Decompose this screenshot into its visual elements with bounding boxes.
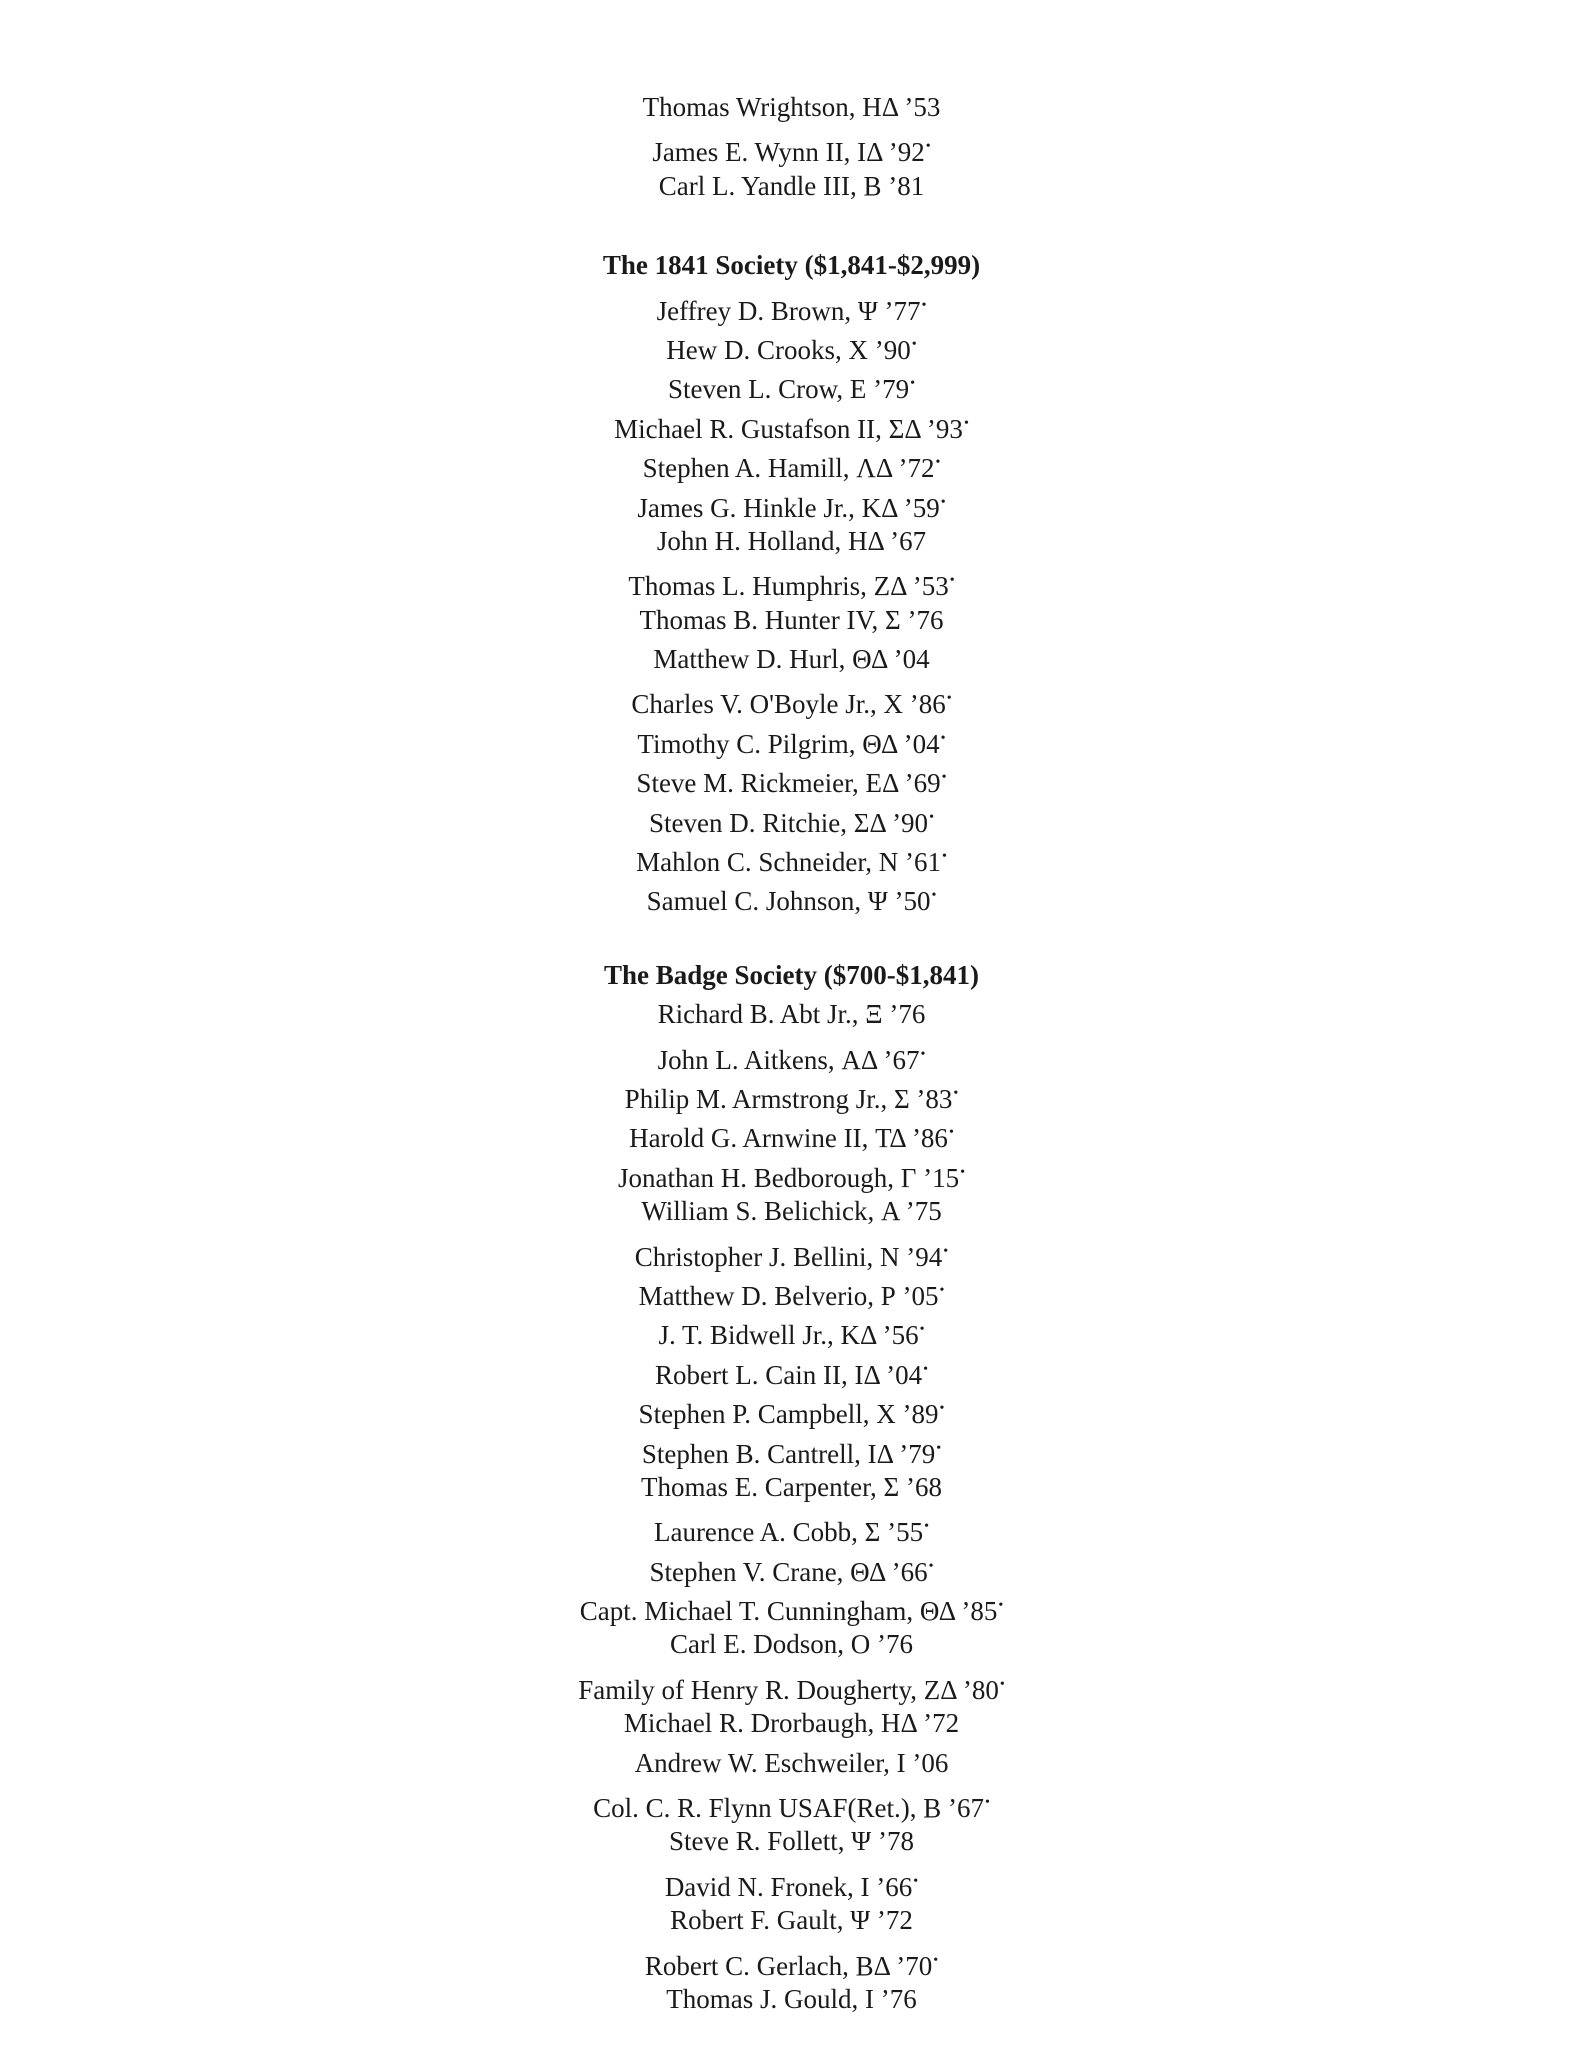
donor-name-text: Matthew D. Hurl, ΘΔ ’04: [653, 644, 930, 675]
donor-mark: •: [940, 730, 946, 746]
donor-name: [0, 1271, 1583, 1310]
donor-name: [0, 1507, 1583, 1546]
donor-name-text: Jonathan H. Bedborough, Γ ’15: [618, 1162, 960, 1193]
donor-name: [0, 127, 1583, 166]
donor-name-text: Stephen V. Crane, ΘΔ ’66: [649, 1556, 928, 1587]
donor-mark: •: [953, 1085, 959, 1101]
donor-name: [0, 1862, 1583, 1901]
donor-name-text: Thomas Wrightson, ΗΔ ’53: [642, 92, 941, 122]
donor-name-text: Jeffrey D. Brown, Ψ ’77: [656, 295, 921, 326]
donor-name: [0, 167, 1583, 206]
section-heading: The 1841 Society ($1,841-$2,999): [602, 250, 981, 281]
donor-mark: •: [949, 573, 955, 589]
donor-name-text: Thomas B. Hunter IV, Σ ’76: [639, 604, 944, 635]
donor-name: [0, 1389, 1583, 1428]
donor-name: [0, 364, 1583, 403]
donor-name-text: James G. Hinkle Jr., ΚΔ ’59: [637, 492, 940, 523]
donor-name: [0, 1074, 1583, 1113]
donor-name: [0, 601, 1583, 640]
section-heading: The Badge Society ($700-$1,841): [604, 959, 979, 990]
donor-mark: •: [941, 770, 947, 786]
donor-name: [0, 443, 1583, 482]
donor-name-text: Andrew W. Eschweiler, Ι ’06: [634, 1747, 949, 1778]
donor-name-text: Timothy C. Pilgrim, ΘΔ ’04: [637, 728, 940, 759]
donor-mark: •: [939, 1282, 945, 1298]
donor-name-text: John L. Aitkens, ΑΔ ’67: [657, 1044, 920, 1075]
donor-mark: •: [924, 1519, 930, 1535]
donor-mark: •: [910, 376, 916, 392]
donor-name: [0, 1468, 1583, 1507]
donor-mark: •: [939, 1401, 945, 1417]
donor-mark: •: [963, 415, 969, 431]
donor-mark: •: [911, 336, 917, 352]
donor-name: [0, 1310, 1583, 1349]
donor-name-text: Steven L. Crow, Ε ’79: [667, 374, 910, 405]
donor-name-text: James E. Wynn II, ΙΔ ’92: [652, 137, 925, 168]
donor-name: [0, 88, 1583, 127]
donor-name: [0, 522, 1583, 561]
donor-mark: •: [913, 1873, 919, 1889]
donor-name: [0, 876, 1583, 915]
donor-mark: •: [998, 1598, 1004, 1614]
donor-name-text: Charles V. O'Boyle Jr., Χ ’86: [631, 689, 946, 720]
donor-name-text: Thomas J. Gould, Ι ’76: [666, 1983, 917, 2014]
donor-mark: •: [933, 1952, 939, 1968]
donor-name: [0, 640, 1583, 679]
donor-name-text: Richard B. Abt Jr., Ξ ’76: [657, 999, 926, 1030]
donor-name: [0, 325, 1583, 364]
donor-name: [0, 1350, 1583, 1389]
donor-mark: •: [936, 1440, 942, 1456]
donor-name-text: Philip M. Armstrong Jr., Σ ’83: [624, 1083, 953, 1114]
donor-section: [0, 88, 1583, 206]
donor-name-text: Robert L. Cain II, ΙΔ ’04: [655, 1359, 923, 1390]
donor-name: [0, 679, 1583, 718]
donor-name-text: Christopher J. Bellini, Ν ’94: [634, 1241, 943, 1272]
donor-mark: •: [948, 1125, 954, 1141]
donor-name: [0, 1232, 1583, 1271]
donor-name-text: Samuel C. Johnson, Ψ ’50: [646, 886, 931, 917]
donor-mark: •: [925, 139, 931, 155]
donor-name: [0, 1113, 1583, 1152]
donor-name: [0, 837, 1583, 876]
donor-mark: •: [960, 1164, 965, 1180]
donor-list-page: [0, 88, 1583, 2019]
donor-name-text: Hew D. Crooks, Χ ’90: [666, 334, 911, 365]
donor-name: [0, 1625, 1583, 1664]
donor-name-text: David N. Fronek, Ι ’66: [664, 1871, 913, 1902]
donor-name: [0, 719, 1583, 758]
donor-section: [0, 956, 1583, 2020]
donor-name: [0, 758, 1583, 797]
donor-mark: •: [941, 849, 947, 865]
donor-mark: •: [921, 297, 927, 313]
donor-mark: •: [999, 1676, 1005, 1692]
donor-name-text: William S. Belichick, Α ’75: [641, 1196, 942, 1227]
donor-name-text: Michael R. Gustafson II, ΣΔ ’93: [614, 413, 963, 444]
donor-name-text: Carl E. Dodson, Ο ’76: [670, 1629, 913, 1660]
donor-name-text: Laurence A. Cobb, Σ ’55: [653, 1517, 924, 1548]
donor-name-text: Steve M. Rickmeier, ΕΔ ’69: [636, 768, 941, 799]
donor-mark: •: [935, 455, 941, 471]
donor-mark: •: [940, 494, 946, 510]
donor-name-text: Steven D. Ritchie, ΣΔ ’90: [649, 807, 929, 838]
donor-name: [0, 1547, 1583, 1586]
donor-mark: •: [946, 691, 952, 707]
donor-name: [0, 798, 1583, 837]
donor-mark: •: [929, 809, 934, 825]
donor-name-text: Thomas L. Humphris, ΖΔ ’53: [628, 571, 949, 602]
donor-name: [0, 1586, 1583, 1625]
donor-name: [0, 995, 1583, 1034]
donor-mark: •: [943, 1243, 949, 1259]
donor-name: [0, 483, 1583, 522]
donor-name: [0, 1192, 1583, 1231]
donor-name-text: Capt. Michael T. Cunningham, ΘΔ ’85: [579, 1596, 998, 1627]
donor-name-text: Thomas E. Carpenter, Σ ’68: [640, 1471, 943, 1502]
donor-name: [0, 1783, 1583, 1822]
donor-name-text: Carl L. Yandle III, Β ’81: [658, 170, 925, 201]
donor-name: [0, 1704, 1583, 1743]
donor-name: [0, 1980, 1583, 2019]
donor-name: [0, 1901, 1583, 1940]
donor-name: [0, 1822, 1583, 1861]
donor-name-text: Family of Henry R. Dougherty, ΖΔ ’80: [578, 1674, 999, 1705]
donor-mark: •: [919, 1322, 925, 1338]
donor-name: [0, 1035, 1583, 1074]
donor-name: [0, 404, 1583, 443]
donor-mark: •: [923, 1361, 928, 1377]
donor-name-text: Steve R. Follett, Ψ ’78: [669, 1826, 914, 1857]
donor-name-text: Stephen P. Campbell, Χ ’89: [638, 1399, 939, 1430]
donor-name-text: Mahlon C. Schneider, Ν ’61: [636, 847, 941, 878]
donor-name-text: Robert C. Gerlach, ΒΔ ’70: [644, 1950, 933, 1981]
donor-name-text: Col. C. R. Flynn USAF(Ret.), Β ’67: [593, 1793, 984, 1824]
donor-name: [0, 1941, 1583, 1980]
donor-name-text: Michael R. Drorbaugh, ΗΔ ’72: [623, 1708, 960, 1739]
donor-mark: •: [984, 1795, 990, 1811]
donor-name: [0, 1429, 1583, 1468]
donor-name: [0, 1153, 1583, 1192]
donor-name: [0, 1744, 1583, 1783]
donor-name-text: J. T. Bidwell Jr., ΚΔ ’56: [658, 1320, 919, 1351]
donor-name-text: Robert F. Gault, Ψ ’72: [670, 1905, 913, 1936]
donor-mark: •: [920, 1046, 926, 1062]
donor-mark: •: [931, 888, 937, 904]
donor-mark: •: [928, 1558, 934, 1574]
donor-name-text: Stephen A. Hamill, ΛΔ ’72: [642, 453, 935, 484]
donor-name: [0, 1665, 1583, 1704]
donor-name-text: Matthew D. Belverio, Ρ ’05: [638, 1280, 939, 1311]
donor-name-text: John H. Holland, ΗΔ ’67: [656, 525, 927, 556]
donor-name-text: Stephen B. Cantrell, ΙΔ ’79: [641, 1438, 936, 1469]
donor-name: [0, 561, 1583, 600]
donor-name: [0, 286, 1583, 325]
donor-name-text: Harold G. Arnwine II, ΤΔ ’86: [629, 1123, 948, 1154]
donor-section: [0, 246, 1583, 916]
